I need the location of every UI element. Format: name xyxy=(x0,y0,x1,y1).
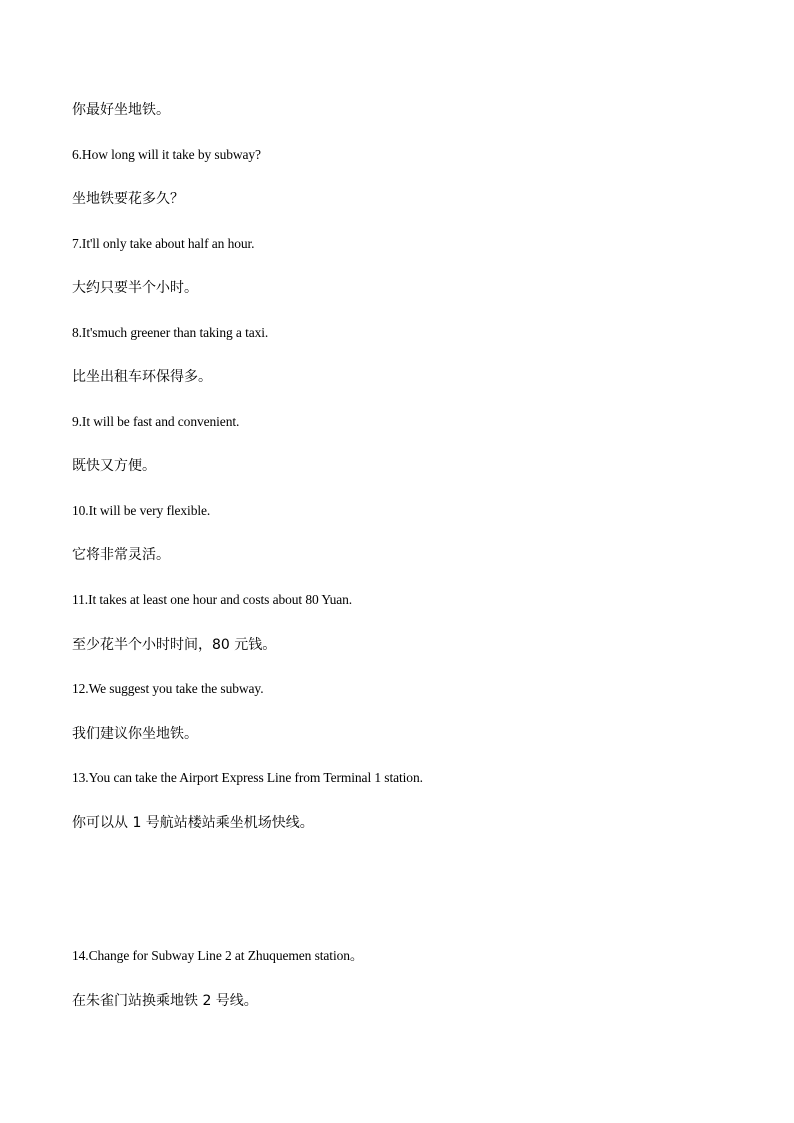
paragraph-english: 14.Change for Subway Line 2 at Zhuquemen station。 xyxy=(72,948,364,963)
paragraph-english: 6.How long will it take by subway? xyxy=(72,147,261,162)
paragraph-english: 10.It will be very flexible. xyxy=(72,503,211,518)
paragraph-chinese: 坐地铁要花多久？ xyxy=(72,191,184,207)
paragraph-english: 11.It takes at least one hour and costs about 80 Yuan. xyxy=(72,592,353,607)
paragraph-english: 7.It'll only take about half an hour. xyxy=(72,236,255,251)
paragraph-chinese: 你最好坐地铁。 xyxy=(72,102,170,118)
paragraph-chinese: 我们建议你坐地铁。 xyxy=(72,726,198,742)
paragraph-chinese: 既快又方便。 xyxy=(72,458,156,474)
paragraph-chinese: 它将非常灵活。 xyxy=(72,547,170,563)
paragraph-english: 13.You can take the Airport Express Line from Terminal 1 station. xyxy=(72,770,423,785)
paragraph-english: 12.We suggest you take the subway. xyxy=(72,681,264,696)
paragraph-english: 9.It will be fast and convenient. xyxy=(72,414,240,429)
paragraph-chinese: 比坐出租车环保得多。 xyxy=(72,369,212,385)
paragraph-english: 8.It'smuch greener than taking a taxi. xyxy=(72,325,269,340)
paragraph-chinese: 至少花半个小时时间，80 元钱。 xyxy=(72,637,277,653)
paragraph-chinese: 你可以从 1 号航站楼站乘坐机场快线。 xyxy=(72,815,314,831)
paragraph-chinese: 大约只要半个小时。 xyxy=(72,280,198,296)
paragraph-chinese: 在朱雀门站换乘地铁 2 号线。 xyxy=(72,993,258,1009)
